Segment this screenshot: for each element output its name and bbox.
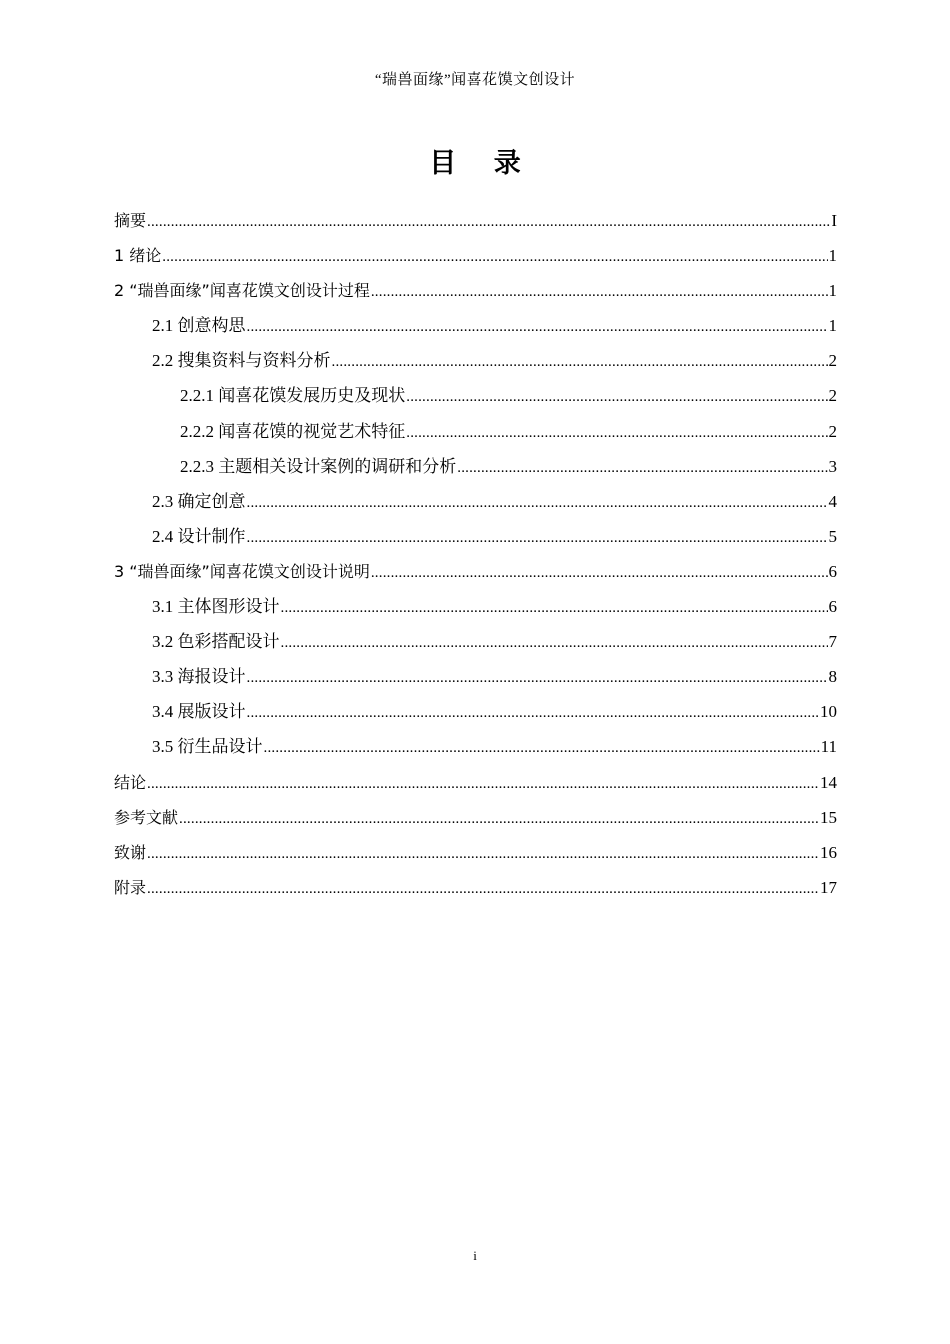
toc-entry[interactable] — [114, 273, 837, 308]
toc-entry[interactable] — [114, 308, 837, 343]
toc-entry-page: 6 — [828, 597, 837, 617]
toc-leader-dots — [406, 380, 827, 415]
toc-leader-dots — [247, 661, 828, 696]
toc-leader-dots — [147, 205, 830, 240]
toc-entry[interactable] — [114, 343, 837, 378]
toc-entry[interactable] — [114, 659, 837, 694]
toc-entry-page: 17 — [820, 877, 837, 897]
toc-entry-label: 3.5 衍生品设计 — [152, 737, 263, 757]
toc-entry-label: 结论 — [114, 772, 147, 792]
toc-leader-dots — [247, 310, 828, 345]
toc-entry[interactable] — [114, 694, 837, 729]
toc-entry-label: 2.2.3 主题相关设计案例的调研和分析 — [180, 456, 457, 476]
toc-entry-page: 1 — [828, 281, 837, 301]
toc-entry-label: 2 “瑞兽面缘”闻喜花馍文创设计过程 — [114, 281, 370, 301]
toc-entry-label: 1 绪论 — [114, 246, 162, 266]
toc-entry[interactable] — [114, 624, 837, 659]
toc-entry-label: 2.2.2 闻喜花馍的视觉艺术特征 — [180, 421, 406, 441]
toc-entry-page: 2 — [828, 421, 837, 441]
toc-entry[interactable] — [114, 449, 837, 484]
toc-leader-dots — [147, 872, 819, 907]
toc-entry[interactable] — [114, 414, 837, 449]
toc-entry[interactable] — [114, 238, 837, 273]
toc-entry-page: 15 — [820, 807, 837, 827]
toc-leader-dots — [406, 416, 827, 451]
toc-entry-label: 2.3 确定创意 — [152, 491, 246, 511]
toc-entry-label: 致谢 — [114, 842, 147, 862]
toc-entry-label: 3.3 海报设计 — [152, 667, 246, 687]
toc-entry-page: 1 — [828, 246, 837, 266]
toc-entry-page: 8 — [828, 667, 837, 687]
toc-entry-label: 2.4 设计制作 — [152, 526, 246, 546]
toc-entry-page: 3 — [828, 456, 837, 476]
toc-entry[interactable] — [114, 203, 837, 238]
toc-entry[interactable] — [114, 835, 837, 870]
toc-entry-page: I — [831, 211, 837, 230]
toc-entry-page: 2 — [828, 351, 837, 371]
toc-entry-page: 5 — [828, 526, 837, 546]
toc-entry-label: 2.1 创意构思 — [152, 316, 246, 336]
toc-entry-page: 1 — [828, 316, 837, 336]
toc-title: 目 录 — [429, 148, 535, 179]
toc-leader-dots — [247, 486, 828, 521]
toc-entry[interactable] — [114, 729, 837, 764]
toc-entry-label: 摘要 — [114, 211, 147, 230]
toc-leader-dots — [332, 345, 828, 380]
table-of-contents — [114, 203, 837, 905]
toc-entry-label: 3 “瑞兽面缘”闻喜花馍文创设计说明 — [114, 561, 370, 581]
toc-leader-dots — [371, 556, 828, 591]
toc-leader-dots — [457, 451, 827, 486]
toc-entry-page: 2 — [828, 386, 837, 406]
toc-entry[interactable] — [114, 484, 837, 519]
toc-leader-dots — [162, 240, 827, 275]
toc-leader-dots — [281, 591, 828, 626]
toc-leader-dots — [264, 731, 820, 766]
toc-leader-dots — [179, 802, 819, 837]
toc-entry[interactable] — [114, 554, 837, 589]
toc-entry-label: 3.4 展版设计 — [152, 702, 246, 722]
toc-entry[interactable] — [114, 870, 837, 905]
toc-entry[interactable] — [114, 800, 837, 835]
toc-entry-page: 10 — [820, 702, 837, 722]
toc-entry-page: 7 — [828, 632, 837, 652]
toc-entry[interactable] — [114, 519, 837, 554]
toc-entry-label: 2.2 搜集资料与资料分析 — [152, 351, 331, 371]
toc-leader-dots — [247, 696, 820, 731]
toc-entry-page: 11 — [820, 737, 837, 757]
toc-leader-dots — [147, 767, 819, 802]
toc-entry-label: 3.2 色彩搭配设计 — [152, 632, 280, 652]
toc-entry-label: 附录 — [114, 877, 147, 897]
toc-entry-page: 4 — [828, 491, 837, 511]
toc-entry[interactable] — [114, 378, 837, 413]
toc-leader-dots — [247, 521, 828, 556]
toc-entry[interactable] — [114, 589, 837, 624]
toc-entry-page: 16 — [820, 842, 837, 862]
toc-entry-label: 参考文献 — [114, 807, 179, 827]
running-header: “瑞兽面缘”闻喜花馍文创设计 — [374, 72, 576, 88]
toc-leader-dots — [371, 275, 828, 310]
toc-entry-label: 2.2.1 闻喜花馍发展历史及现状 — [180, 386, 406, 406]
toc-entry-page: 14 — [820, 772, 837, 792]
toc-leader-dots — [281, 626, 828, 661]
toc-entry-label: 3.1 主体图形设计 — [152, 597, 280, 617]
toc-entry[interactable] — [114, 765, 837, 800]
page-number: i — [473, 1248, 477, 1263]
toc-entry-page: 6 — [828, 561, 837, 581]
toc-leader-dots — [147, 837, 819, 872]
